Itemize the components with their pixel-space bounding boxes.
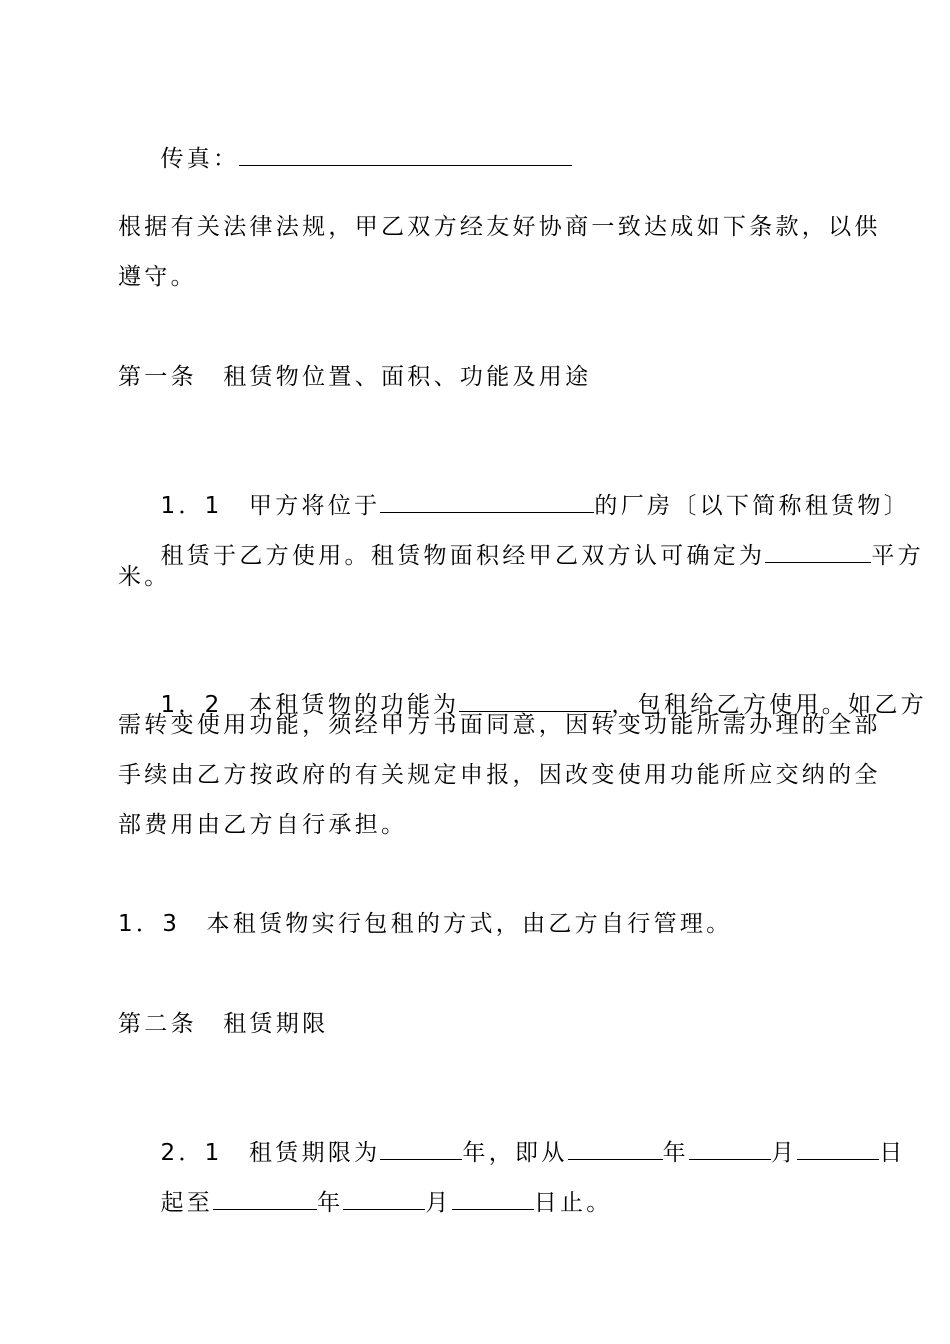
location-blank	[380, 492, 594, 513]
start-month-blank	[689, 1139, 771, 1160]
clause-1-1-text-b: 的厂房〔以下简称租赁物〕	[594, 493, 911, 519]
fax-blank	[239, 145, 572, 166]
clause-2-1-text-f: 起至	[160, 1190, 214, 1216]
clause-1-2-text-b: ，包租给乙方使用。如乙方	[611, 692, 927, 718]
clause-1-3: 1．3 本租赁物实行包租的方式，由乙方自行管理。	[118, 911, 733, 937]
clause-1-1-text-d: 平方	[871, 543, 924, 569]
clause-1-1-line-3: 米。	[118, 564, 171, 590]
start-day-blank	[797, 1139, 879, 1160]
area-blank	[765, 542, 871, 563]
start-year-blank	[568, 1139, 663, 1160]
clause-2-1-text-a: 2．1 租赁期限为	[160, 1140, 381, 1166]
clause-2-1-line-2	[118, 1158, 613, 1216]
article-2-heading: 第二条 租赁期限	[118, 1011, 329, 1037]
clause-1-2-line-2: 需转变使用功能，须经甲方书面同意，因转变功能所需办理的全部	[118, 712, 881, 738]
clause-2-1-text-g: 年	[317, 1190, 344, 1216]
clause-1-1-text-a: 1．1 甲方将位于	[160, 493, 381, 519]
end-month-blank	[343, 1189, 425, 1210]
article-1-heading: 第一条 租赁物位置、面积、功能及用途	[118, 364, 592, 390]
intro-line-2: 遵守。	[118, 264, 197, 290]
clause-1-1-line-2	[118, 511, 924, 569]
clause-2-1-text-c: 年	[662, 1140, 689, 1166]
intro-line-1: 根据有关法律法规，甲乙双方经友好协商一致达成如下条款，以供	[118, 214, 881, 240]
clause-2-1-text-b: 年，即从	[462, 1140, 568, 1166]
clause-2-1-text-d: 月	[770, 1140, 798, 1166]
clause-2-1-line-1	[118, 1108, 906, 1166]
clause-2-1-text-h: 月	[425, 1190, 452, 1216]
end-year-blank	[213, 1189, 317, 1210]
fax-line	[118, 114, 572, 172]
clause-2-1-text-i: 日止。	[533, 1190, 613, 1216]
clause-1-2-text-a: 1．2 本租赁物的功能为	[160, 692, 460, 718]
end-day-blank	[452, 1189, 534, 1210]
fax-label: 传真：	[160, 146, 240, 172]
function-blank	[459, 691, 611, 712]
clause-1-2-line-4: 部费用由乙方自行承担。	[118, 812, 408, 838]
clause-1-1-text-c: 租赁于乙方使用。租赁物面积经甲乙双方认可确定为	[160, 543, 766, 569]
clause-2-1-text-e: 日	[879, 1140, 906, 1166]
term-years-blank	[380, 1139, 462, 1160]
clause-1-2-line-1	[118, 660, 927, 718]
clause-1-1-line-1	[118, 461, 911, 519]
clause-1-2-line-3: 手续由乙方按政府的有关规定申报，因改变使用功能所应交纳的全	[118, 762, 881, 788]
